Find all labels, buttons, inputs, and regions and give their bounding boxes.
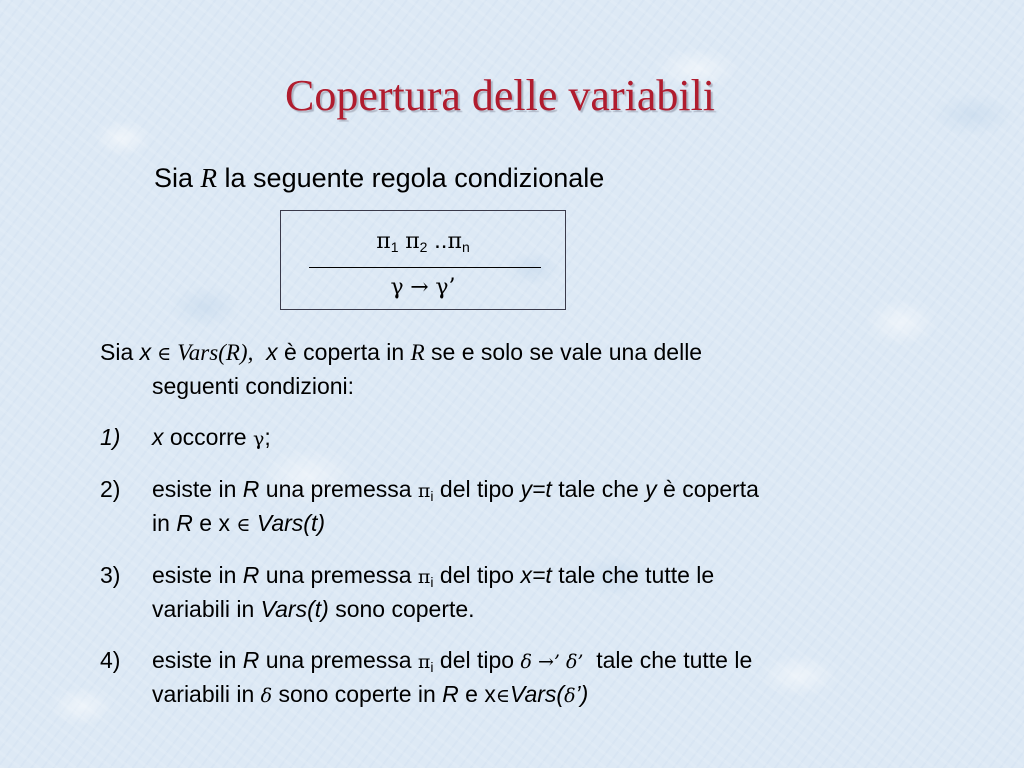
c2-y: y bbox=[645, 476, 657, 502]
c3-pi: π bbox=[417, 566, 431, 588]
premise-2-subscript: 2 bbox=[419, 239, 428, 255]
condition-2-text bbox=[152, 473, 942, 541]
c4-text-c: del tipo bbox=[433, 647, 521, 673]
condition-3 bbox=[0, 559, 1000, 625]
c4-l2-text-c: e x bbox=[458, 681, 496, 707]
conclusion-left: γ bbox=[390, 275, 404, 300]
c2-text-a: esiste in bbox=[152, 476, 243, 502]
premise-dots: .. bbox=[434, 227, 448, 254]
condition-2-number: 2) bbox=[100, 476, 121, 502]
intro-after: la seguente regola condizionale bbox=[217, 163, 605, 193]
c2-l2-r: R bbox=[176, 510, 193, 536]
premise-1-symbol: π bbox=[376, 229, 391, 254]
ci-x: x bbox=[139, 339, 152, 365]
c4-vars-delta: δ bbox=[564, 685, 576, 707]
c2-pi-subscript: i bbox=[430, 488, 434, 504]
c3-vars-t: Vars(t) bbox=[260, 596, 329, 622]
condition-2-line-1 bbox=[152, 473, 942, 507]
condition-intro-line-1 bbox=[100, 336, 920, 370]
ci-sia: Sia bbox=[100, 339, 140, 365]
ci-element-of: ∈ bbox=[151, 343, 178, 365]
c1-end: ; bbox=[264, 424, 271, 450]
c2-element-of: ∈ bbox=[236, 514, 251, 536]
condition-4 bbox=[0, 644, 1000, 710]
intro-line bbox=[154, 163, 604, 194]
premise-n-symbol: π bbox=[447, 229, 462, 254]
conclusion-arrow: → bbox=[410, 275, 429, 300]
condition-3-number: 3) bbox=[100, 562, 121, 588]
c4-l2-r: R bbox=[442, 681, 459, 707]
c4-delta: δ bbox=[260, 685, 273, 707]
c4-vars-open: Vars( bbox=[509, 681, 565, 707]
condition-3-text bbox=[152, 559, 942, 625]
c3-r: R bbox=[242, 562, 260, 588]
condition-4-line-1 bbox=[152, 644, 942, 678]
c2-y-eq-t: y=t bbox=[520, 476, 552, 502]
condition-intro-line-2: seguenti condizioni: bbox=[152, 373, 355, 399]
condition-4-line-2 bbox=[152, 678, 942, 712]
c2-r: R bbox=[242, 476, 260, 502]
c3-l2-text-b: sono coperte. bbox=[328, 596, 475, 622]
c4-delta-expression: δ →’ δ’ bbox=[520, 651, 584, 673]
ci-text: è coperta in bbox=[277, 339, 411, 365]
c4-text-b: una premessa bbox=[259, 647, 418, 673]
c4-text-d: tale che tutte le bbox=[583, 647, 753, 673]
c2-text-c: del tipo bbox=[433, 476, 521, 502]
premise-1-subscript: 1 bbox=[390, 239, 399, 255]
condition-4-text bbox=[152, 644, 942, 712]
condition-1-text bbox=[152, 421, 942, 455]
c4-vars-close: ’) bbox=[575, 681, 589, 707]
condition-3-line-1 bbox=[152, 559, 942, 593]
rule-premises bbox=[281, 227, 565, 255]
c3-x-eq-t: x=t bbox=[520, 562, 552, 588]
c4-pi: π bbox=[417, 651, 431, 673]
c4-l2-text-b: sono coperte in bbox=[272, 681, 443, 707]
ci-r: R bbox=[410, 340, 425, 365]
c2-vars-t: Vars(t) bbox=[256, 510, 326, 536]
c2-text-d: tale che bbox=[551, 476, 646, 502]
c3-pi-subscript: i bbox=[430, 574, 434, 590]
condition-2-line-2 bbox=[152, 507, 942, 541]
conditional-rule-box bbox=[280, 210, 566, 310]
conclusion-right: γ’ bbox=[435, 275, 456, 300]
c4-text-a: esiste in bbox=[152, 647, 243, 673]
c2-pi: π bbox=[417, 480, 431, 502]
c1-gamma: γ bbox=[252, 428, 265, 450]
c3-text-d: tale che tutte le bbox=[551, 562, 715, 588]
slide-title: Copertura delle variabili bbox=[284, 71, 716, 120]
premise-2-symbol: π bbox=[405, 229, 420, 254]
c4-r: R bbox=[242, 647, 260, 673]
c1-x: x bbox=[152, 424, 164, 450]
c3-l2-text-a: variabili in bbox=[152, 596, 261, 622]
c3-text-c: del tipo bbox=[433, 562, 521, 588]
c4-l2-text-a: variabili in bbox=[152, 681, 261, 707]
rule-conclusion bbox=[281, 273, 565, 301]
c3-text-b: una premessa bbox=[259, 562, 418, 588]
ci-vars-r: Vars(R), bbox=[177, 340, 254, 365]
condition-4-number: 4) bbox=[100, 647, 121, 673]
rule-divider bbox=[309, 267, 541, 268]
intro-var-r: R bbox=[200, 163, 218, 193]
c2-l2-text-b: e x bbox=[192, 510, 237, 536]
premise-n-subscript: n bbox=[461, 239, 470, 255]
c2-l2-text-a: in bbox=[152, 510, 177, 536]
condition-2 bbox=[0, 473, 1000, 539]
ci-text-2: se e solo se vale una delle bbox=[424, 339, 703, 365]
intro-before: Sia bbox=[154, 163, 201, 193]
c4-pi-subscript: i bbox=[430, 659, 434, 675]
condition-1 bbox=[0, 421, 1000, 453]
c3-text-a: esiste in bbox=[152, 562, 243, 588]
c1-text: occorre bbox=[163, 424, 253, 450]
c4-element-of: ∈ bbox=[495, 685, 510, 707]
condition-1-number: 1) bbox=[100, 424, 121, 450]
condition-3-line-2 bbox=[152, 593, 942, 625]
c2-text-b: una premessa bbox=[259, 476, 418, 502]
c2-text-e: è coperta bbox=[656, 476, 759, 502]
condition-intro bbox=[100, 336, 920, 402]
ci-x-2: x bbox=[266, 339, 278, 365]
